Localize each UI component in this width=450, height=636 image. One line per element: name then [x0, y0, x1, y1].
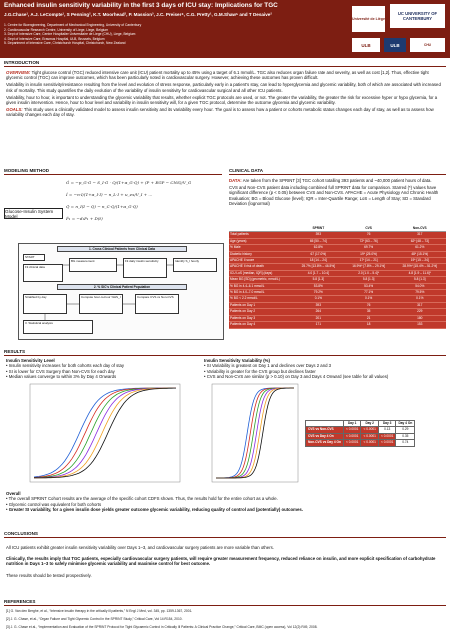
table-cell: 65 [50 – 74] — [293, 238, 344, 244]
table-cell: 61.2% — [394, 245, 446, 251]
table-cell: 62* [48 – 73] — [394, 238, 446, 244]
si-var-title: Insulin Sensitivity Variability (%) — [204, 358, 270, 363]
table-cell: 0.1% — [394, 296, 446, 302]
table-cell: 19* (25.0%) — [344, 251, 394, 257]
table-cell: 5.8 [1.3] — [394, 277, 446, 283]
si-level-cdf-plot — [30, 384, 180, 487]
table-cell: 201 — [293, 315, 344, 321]
equation-2: İ = −n·I/(1+α_I·I) − n_L·I + u_ex/V_I + ... — [66, 192, 153, 197]
si-level-title: Insulin Sensitivity Level — [6, 358, 55, 363]
table-cell: 53.4% — [344, 283, 394, 289]
table-cell: 0.1% — [344, 296, 394, 302]
divider — [4, 174, 222, 175]
affiliations — [4, 23, 141, 46]
table-cell: 16.9%* [7.8% – 29.1%] — [344, 264, 394, 270]
row-label: CVS vs Day 4 On — [306, 433, 344, 439]
table-header: SPRINT — [293, 226, 344, 232]
table-cell: 35 — [344, 309, 394, 315]
chu-logo: CHU — [410, 38, 445, 52]
data-text: Are taken from the SPRINT [3] TGC cohort totalling 393 patients and ~40,000 patient hours of data. — [242, 178, 432, 183]
introduction-heading: INTRODUCTION — [4, 60, 40, 65]
table-header: Day 2 — [361, 421, 379, 427]
overall-title: Overall — [6, 491, 21, 496]
canterbury-logo: UC UNIVERSITY OF CANTERBURY — [390, 4, 445, 28]
overall-item: • The overall SPRINT Cohort results are the average of the specific cohort CDFS shown. Thus, the results hold for the entire cohort as a whole. — [6, 496, 278, 502]
row-label: Patients on Day 2 — [229, 309, 293, 315]
flow-fit-si: Fit daily insulin sensitivity — [123, 258, 167, 278]
liege-logo: Université de Liège — [352, 6, 385, 32]
table-cell: < 0.0001 — [343, 427, 361, 433]
row-label: Non-CVS vs Day 4 On — [306, 440, 344, 446]
row-label: APACHE II risk of death — [229, 264, 293, 270]
table-cell: 72* [63 – 76] — [344, 238, 394, 244]
table-cell: 79.5% — [394, 290, 446, 296]
affiliation-3: 3. Dept of Intensive Care, Centre Hospitalier Universitaire de Liege (CHU), Liege, Belgium — [4, 32, 136, 37]
table-cell: 69.7% — [344, 245, 394, 251]
affiliation-4: 4. Dept of Intensive Care, Erasmus Hospital, ULB, Brussels, Belgium — [4, 36, 105, 41]
table-header: CVS — [344, 226, 394, 232]
modeling-heading: MODELING METHOD — [4, 168, 49, 173]
table-cell: 393 — [293, 302, 344, 308]
clinical-heading: CLINICAL DATA — [229, 168, 263, 173]
references-heading: REFERENCES — [4, 599, 36, 604]
table-cell: < 0.0001 — [361, 433, 379, 439]
divider — [4, 537, 446, 538]
flow-start: START — [23, 254, 45, 261]
si-variability-section — [204, 358, 388, 380]
overview-text: Tight glucose control (TGC) reduced intensive care unit (ICU) patient mortality up to 45% using a target of 6.1 mmol/L. TGC also reduces organ failure rate and severity, as well as cost [1,2]. Thus, effective tight glycemic control (TGC) can improve outcomes, which has been particularly noted in cardiovascular surgery. However, achieving these outcomes has proven difficult. — [6, 70, 429, 81]
divider — [4, 605, 446, 606]
table-cell: 5.8 [1.3] — [293, 277, 344, 283]
row-label: Total patients — [229, 232, 293, 238]
table-cell: 76 — [344, 232, 394, 238]
conclusions-body — [6, 545, 446, 580]
table-cell: < 0.0001 — [361, 427, 379, 433]
reference-3: [3] J. G. Chase et al., “Implementation and Evaluation of the SPRINT Protocol for Tight Glycaemic Control in Critically Ill Patients: A Clinical Practice Change,” Critical Care, BMC (open access), Vol 12(2):R49, 2008. — [6, 625, 318, 629]
table-cell: 4.0 [1.7 – 10.4] — [293, 270, 344, 276]
table-cell: 229 — [394, 309, 446, 315]
flow-section-2: 2. % SIC's Clinical Patient Population — [57, 284, 187, 290]
plot-frame — [212, 384, 298, 482]
table-cell: 67 (17.0%) — [293, 251, 344, 257]
table-cell: 19* [15 – 24] — [394, 258, 446, 264]
table-cell: < 0.0001 — [343, 440, 361, 446]
si-var-item: • CVS and Non-CVS are similar (p > 0.10) on Day 3 and Days 4 Onward (see table for all values) — [204, 374, 389, 380]
flow-stats: 3. Statistical analysis — [23, 320, 93, 334]
table-cell: 5.8 [1.3] — [344, 277, 394, 283]
reference-1: [1] G. Van den Berghe, et al., “Intensive insulin therapy in the critically ill patients,” N Engl J Med, vol. 345, pp. 1359-1367, 2001. — [6, 609, 193, 613]
si-level-item: • Median values converge to within 3% by Day 4 Onwards — [6, 374, 117, 380]
affiliation-5: 5. Department of Intensive Care, Christchurch Hospital, Christchurch, New Zealand — [4, 41, 126, 46]
intro-para-3: Variability, hour to hour, is important to understanding the glycemic variability that results, whether explicit TGC protocols are used, or not. The greater the variability, the greater the risk for excessive hyper or hypo glycemia, for a given insulin intervention. Hence, hour to hour level and variability in insulin sensitivity will, for a given TGC protocol, determine the outcome glycemia and glycemic variability. — [6, 94, 438, 106]
row-label: % BG < 2.2 mmol/L — [229, 296, 293, 302]
flow-stratify: Stratified by day — [23, 294, 67, 314]
p-value-table — [305, 420, 415, 447]
row-label: % BG in 4.0–7.0 mmol/L — [229, 290, 293, 296]
table-cell: 317 — [394, 302, 446, 308]
table-cell: 62.8% — [293, 245, 344, 251]
table-cell: 0.74 — [396, 440, 415, 446]
table-cell: 25.7% [13.8% – 46.5%] — [293, 264, 344, 270]
table-cell: 171 — [293, 322, 344, 328]
table-cell: < 0.0001 — [361, 440, 379, 446]
row-label: Diabetic history — [229, 251, 293, 257]
goals-text: This study uses a clinically validated model to assess insulin sensitivity and its variability every hour. The goal is to assess how a patient or cohorts metabolic status changes each day of stay, as well as to assess how variability changes each day of stay. — [6, 107, 434, 118]
table-header: Non-CVS — [394, 226, 446, 232]
table-cell: 317 — [394, 232, 446, 238]
table-cell: 153 — [394, 322, 446, 328]
conclusion-1: All ICU patients exhibit greater insulin sensitivity variability over Days 1–3, and cardiovascular surgery patients are more variable than others. — [6, 545, 274, 550]
table-cell: 28.9%* [15.4% – 51.2%] — [394, 264, 446, 270]
flow-identify-si: Identify S_I hourly — [173, 258, 217, 272]
reference-2: [2] J. G. Chase, et al., “Organ Failure and Tight Glycemic Control in the SPRINT Study,” Critical Care, Vol 14:R154, 2010. — [6, 617, 183, 621]
table-cell: 76 — [344, 302, 394, 308]
overall-item: • Glycemic control was equivalent for both cohorts — [6, 501, 102, 507]
table-row — [229, 322, 446, 328]
row-label: Patients on Day 1 — [229, 302, 293, 308]
table-cell: 264 — [293, 309, 344, 315]
table-cell: 18 [14 – 24] — [293, 258, 344, 264]
goals-label: GOALS: — [6, 107, 23, 113]
table-header: Day 1 — [343, 421, 361, 427]
results-heading: RESULTS — [4, 349, 26, 354]
table-cell: 18 — [344, 322, 394, 328]
table-cell: 0.35 — [396, 433, 415, 439]
conclusions-heading: CONCLUSIONS — [4, 531, 38, 536]
row-label: Patients on Day 3 — [229, 315, 293, 321]
data-label: DATA: — [229, 178, 242, 183]
row-label: Patients on Day 4 — [229, 322, 293, 328]
flow-compare: Compare CVS vs Non-CVS — [135, 294, 179, 314]
poster-authors: J.G.Chase¹, A.J. LeCompte¹, S Penning², K.T. Moorhead², P. Massion³, J.C. Preiser⁴, C.G. Pretty¹, G.M.Shaw⁵ and T Desaive² — [4, 12, 272, 17]
clinical-data-table — [229, 226, 446, 329]
ulb-logo: ULB — [352, 38, 380, 52]
table-cell: 21 — [344, 315, 394, 321]
table-header: Day 3 — [378, 421, 396, 427]
overview-label: OVERVIEW: — [6, 70, 31, 75]
intro-para-2: Variability in insulin sensitivity/resistance resulting from the level and evolution of stress response, particularly early in a patient’s stay, can lead to hyperglycemia and glycemic variability, both of which are associated with increased risk of mortality. This study quantifies the daily evolution of the variability of insulin sensitivity for cardiovascular surgical and all other ICU patients. — [6, 82, 441, 93]
si-level-item: • SI is lower for CVS Surgery than Non-CVS for each day — [6, 368, 115, 374]
table-cell: 53.8% — [293, 283, 344, 289]
table-cell: 4.8 [1.9 – 11.6]* — [394, 270, 446, 276]
row-label: % Male — [229, 245, 293, 251]
conclusion-3: These results should be tested prospectively. — [6, 572, 92, 578]
row-label: Age (years) — [229, 238, 293, 244]
si-level-section — [6, 358, 124, 380]
table-cell: 79.2% — [293, 290, 344, 296]
method-flowchart — [18, 243, 224, 340]
flow-arrows — [19, 244, 223, 339]
ulb-logo-2: ULB — [384, 38, 406, 52]
row-label: Mean BG [SD] (geometric, mmol/L) — [229, 277, 293, 283]
si-var-item: • Variability is greater for the CVS group but declines faster — [204, 368, 316, 374]
table-cell: 2.0 [1.0 – 5.4]* — [344, 270, 394, 276]
table-cell: 17* [14 – 21] — [344, 258, 394, 264]
table-cell: 0.1% — [293, 296, 344, 302]
flow-compute: Compute hour-to-hour %ΔS_I — [79, 294, 123, 314]
table-cell: < 0.0001 — [343, 433, 361, 439]
row-label: % BG in 4.4–6.1 mmol/L — [229, 283, 293, 289]
table-cell: 180 — [394, 315, 446, 321]
table-header: Day 4 On — [396, 421, 415, 427]
introduction-body — [6, 70, 446, 120]
table-cell: 393 — [293, 232, 344, 238]
overall-item: • Greater SI variability, for a given insulin dose yields greater outcome glycemic variability, reducing quality of control and (potentially) outcomes. — [6, 507, 303, 513]
divider — [229, 174, 446, 175]
table-cell: 77.1% — [344, 290, 394, 296]
row-label: CVS vs Non-CVS — [306, 427, 344, 433]
table-cell: 0.13 — [378, 427, 396, 433]
row-label: APACHE II score — [229, 258, 293, 264]
table-row — [306, 440, 415, 446]
comparison-text: CVS and Non-CVS patient data including combined full SPRINT data for comparison. Starred (*) values have significant difference (p < 0.05) between CVS and Non-CVS. APACHE = Acute Physiology And Chronic Health Evaluation; BG = Blood Glucose (level); IQR = Inter-Quartile Range; LoS = Length of Stay; SD = Standard Deviation (lognormal) — [229, 185, 439, 206]
si-variability-cdf-plot — [212, 384, 298, 487]
equation-3: Q̇ = n_I(I − Q) − n_C·Q/(1+α_G·Q) — [66, 204, 138, 209]
affiliation-1: 1. Centre for Bioengineering, Department of Mechanical Engineering, University of Canterbury — [4, 23, 142, 27]
flow-fit-data: Fit clinical data — [23, 264, 63, 282]
table-cell: 48* (15.1%) — [394, 251, 446, 257]
equation-1: Ġ = −p_G·G − S_I·G · Q/(1+α_G·Q) + (P + EGP − CNS)/V_G — [66, 180, 192, 185]
flow-bg-measurement: BG measurement — [69, 258, 117, 272]
table-cell: 54.0% — [394, 283, 446, 289]
table-cell: < 0.0001 — [378, 440, 396, 446]
overall-section — [6, 491, 446, 513]
poster-header — [0, 0, 450, 58]
flow-title: 1. Cross Clinical Patients from Clinical Data — [57, 246, 187, 252]
table-cell: 0.29 — [396, 427, 415, 433]
table-cell: < 0.0001 — [378, 433, 396, 439]
poster-title: Enhanced insulin sensitivity variability in the first 3 days of ICU stay: Implications for TGC — [4, 2, 278, 9]
equation-4: Ṗ₁ = −d₁P₁ + D(t) — [66, 216, 103, 221]
conclusion-2: Clinically, the results imply that TGC patients, especially cardiovascular surgery patients, will require greater measurement frequency, reduced reliance on insulin, and more explicit specification of carbohydrate nutrition in Days 1–3 to safely minimise glycemic variability and maximise control for best outcome. — [6, 556, 436, 567]
affiliation-2: 2. Cardiovascular Research Centre, University of Liege, Liege, Belgium — [4, 27, 109, 32]
divider — [4, 355, 446, 356]
si-level-item: • Insulin sensitivity increases for both cohorts each day of stay — [6, 363, 125, 369]
divider — [4, 66, 446, 67]
row-label: ICU LoS [median, IQR] (days) — [229, 270, 293, 276]
si-var-item: • SI Variability is greatest on Day 1 and declines over Days 2 and 3 — [204, 363, 332, 369]
system-model-box: Glucose-Insulin System Model — [4, 208, 63, 219]
clinical-body — [229, 178, 445, 208]
